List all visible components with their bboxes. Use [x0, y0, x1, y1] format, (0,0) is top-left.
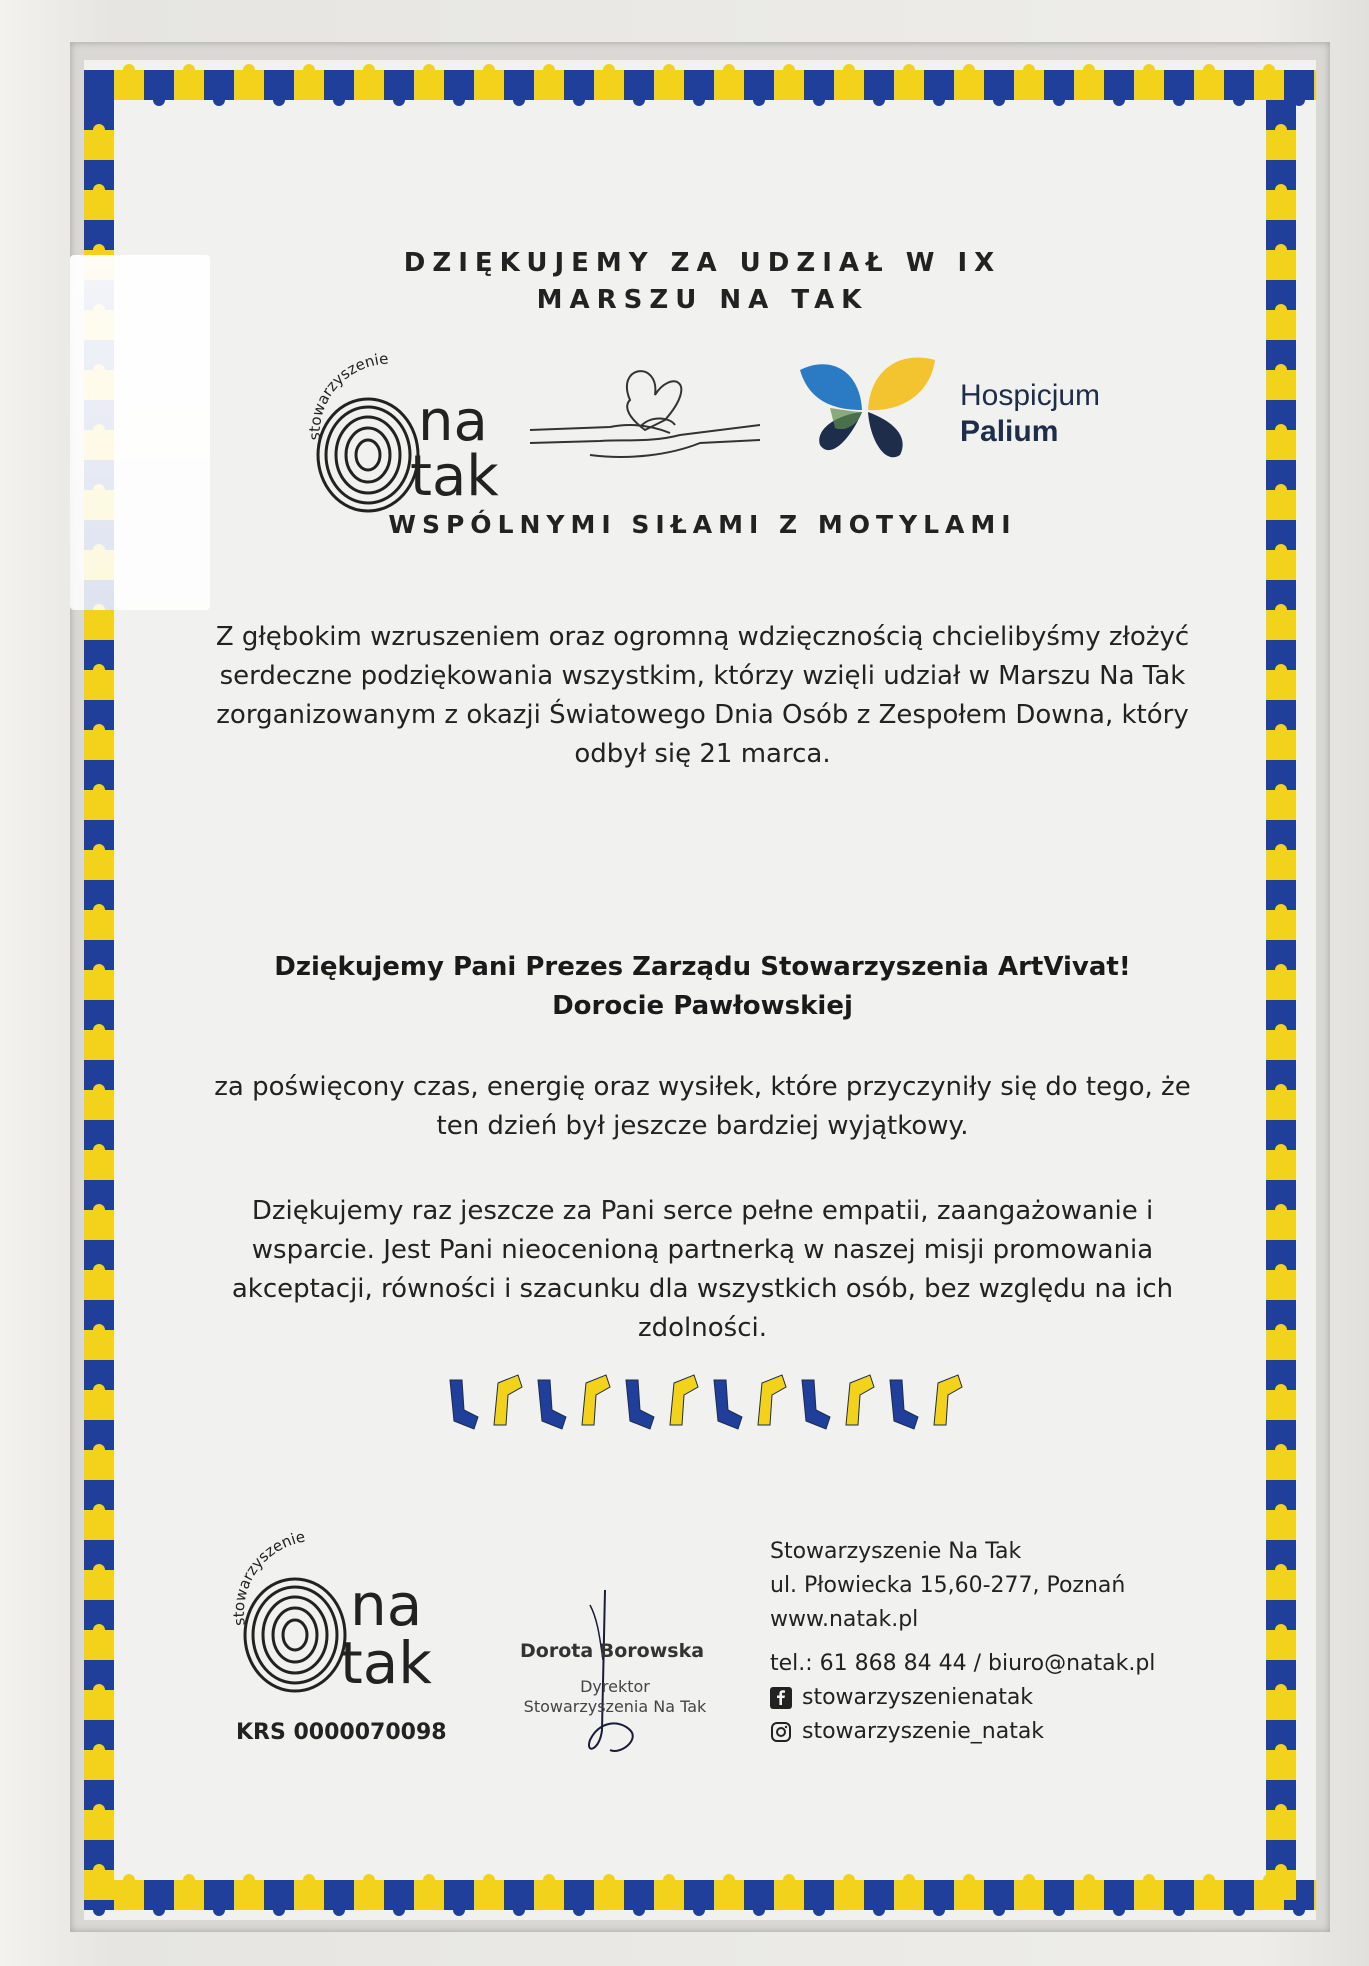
contact-org: Stowarzyszenie Na Tak	[770, 1539, 1022, 1564]
certificate-title	[150, 245, 1255, 319]
thanks-line-1: Dziękujemy Pani Prezes Zarządu Stowarzyszenia ArtVivat!	[274, 952, 1131, 982]
puzzle-knob	[933, 1904, 945, 1916]
footer-logo-word-na: na	[350, 1571, 423, 1639]
puzzle-knob	[93, 1204, 105, 1216]
puzzle-knob	[93, 784, 105, 796]
puzzle-knob	[1275, 1564, 1287, 1576]
puzzle-knob	[123, 64, 135, 76]
partner-name-line-2: Palium	[960, 415, 1059, 448]
puzzle-knob	[1275, 304, 1287, 316]
sock-icon	[802, 1380, 830, 1429]
puzzle-knob	[1275, 424, 1287, 436]
puzzle-knob	[1275, 484, 1287, 496]
puzzle-knob	[1143, 1874, 1155, 1886]
puzzle-knob	[903, 1874, 915, 1886]
puzzle-knob	[93, 1504, 105, 1516]
puzzle-knob	[633, 1904, 645, 1916]
puzzle-knob	[1275, 724, 1287, 736]
footer-logo-arc-text: stowarzyszenie	[230, 1527, 307, 1627]
puzzle-knob	[753, 1904, 765, 1916]
puzzle-knob	[93, 1744, 105, 1756]
puzzle-knob	[1263, 64, 1275, 76]
puzzle-knob	[543, 64, 555, 76]
sock-icon	[890, 1380, 918, 1429]
puzzle-knob	[663, 1874, 675, 1886]
puzzle-knob	[783, 64, 795, 76]
puzzle-knob	[1203, 64, 1215, 76]
fingerprint-icon	[318, 399, 418, 511]
puzzle-knob	[123, 1874, 135, 1886]
natak-logo-footer	[230, 1515, 460, 1715]
hands-heart-icon	[530, 355, 760, 475]
facebook-row	[770, 1681, 1230, 1715]
certificate-subtitle: WSPÓLNYMI SIŁAMI Z MOTYLAMI	[388, 510, 1017, 539]
puzzle-knob	[693, 1904, 705, 1916]
puzzle-knob	[1275, 964, 1287, 976]
puzzle-knob	[363, 64, 375, 76]
puzzle-knob	[1143, 64, 1155, 76]
puzzle-knob	[873, 1904, 885, 1916]
puzzle-knob	[93, 1384, 105, 1396]
contact-website: www.natak.pl	[770, 1607, 919, 1632]
puzzle-knob	[1275, 844, 1287, 856]
puzzle-knob	[1275, 184, 1287, 196]
puzzle-knob	[273, 1904, 285, 1916]
puzzle-knob	[1275, 1204, 1287, 1216]
signature-block	[510, 1580, 730, 1780]
puzzle-knob	[1275, 1264, 1287, 1276]
puzzle-knob	[483, 64, 495, 76]
sock-icon	[538, 1380, 566, 1429]
puzzle-knob	[1275, 664, 1287, 676]
puzzle-knob	[93, 1264, 105, 1276]
puzzle-knob	[453, 1904, 465, 1916]
puzzle-knob	[183, 64, 195, 76]
puzzle-knob	[303, 1874, 315, 1886]
puzzle-knob	[993, 1904, 1005, 1916]
puzzle-knob	[423, 1874, 435, 1886]
puzzle-knob	[1053, 1904, 1065, 1916]
puzzle-knob	[1275, 544, 1287, 556]
puzzle-knob	[843, 1874, 855, 1886]
puzzle-knob	[93, 844, 105, 856]
sock-icon	[582, 1375, 610, 1425]
footer-logo-word-tak: tak	[340, 1629, 432, 1697]
logo-word-na: na	[418, 389, 488, 454]
krs-number: KRS 0000070098	[236, 1720, 447, 1745]
puzzle-knob	[93, 724, 105, 736]
puzzle-knob	[93, 1564, 105, 1576]
puzzle-knob	[903, 64, 915, 76]
puzzle-knob	[243, 64, 255, 76]
sock-icon	[714, 1380, 742, 1429]
puzzle-knob	[1275, 1624, 1287, 1636]
puzzle-knob	[603, 1874, 615, 1886]
signatory-role-line-2: Stowarzyszenia Na Tak	[523, 1697, 707, 1716]
puzzle-knob	[663, 64, 675, 76]
puzzle-knob	[963, 64, 975, 76]
puzzle-knob	[93, 1684, 105, 1696]
puzzle-knob	[1275, 124, 1287, 136]
logo-word-tak: tak	[410, 444, 499, 509]
puzzle-piece	[1314, 70, 1316, 100]
sock-icon	[494, 1375, 522, 1425]
puzzle-knob	[1023, 1874, 1035, 1886]
sock-icon	[670, 1375, 698, 1425]
puzzle-knob	[783, 1874, 795, 1886]
puzzle-knob	[513, 1904, 525, 1916]
puzzle-knob	[93, 1444, 105, 1456]
facebook-handle: stowarzyszenienatak	[802, 1685, 1034, 1710]
puzzle-knob	[1173, 1904, 1185, 1916]
instagram-row	[770, 1715, 1230, 1749]
puzzle-knob	[1275, 1744, 1287, 1756]
puzzle-knob	[93, 1324, 105, 1336]
puzzle-piece	[1314, 1880, 1316, 1910]
puzzle-knob	[93, 124, 105, 136]
partner-logo	[790, 350, 1150, 470]
puzzle-knob	[93, 964, 105, 976]
contact-info	[770, 1535, 1230, 1749]
contact-address: ul. Płowiecka 15,60-277, Poznań	[770, 1573, 1126, 1598]
paragraph-intro: Z głębokim wzruszeniem oraz ogromną wdzięcznością chcielibyśmy złożyć serdeczne podziękowania wszystkim, którzy wzięli udział w Marszu Na Tak zorganizowanym z okazji Światowego Dnia Osób z Zespołem Downa, który odbył się 21 marca.	[215, 622, 1190, 769]
partner-name	[960, 378, 1100, 450]
puzzle-knob	[603, 64, 615, 76]
puzzle-knob	[183, 1874, 195, 1886]
recipient-name: Dorocie Pawłowskiej	[552, 991, 853, 1021]
puzzle-knob	[1233, 1904, 1245, 1916]
puzzle-knob	[93, 1144, 105, 1156]
puzzle-knob	[213, 1904, 225, 1916]
puzzle-knob	[1083, 1874, 1095, 1886]
glass-reflection	[70, 255, 210, 610]
fingerprint-icon	[245, 1579, 345, 1691]
puzzle-knob	[723, 1874, 735, 1886]
contact-phone-email: tel.: 61 868 84 44 / biuro@natak.pl	[770, 1651, 1156, 1676]
puzzle-knob	[93, 1804, 105, 1816]
signatory-role-line-1: Dyrektor	[580, 1677, 650, 1696]
puzzle-knob	[333, 1904, 345, 1916]
puzzle-knob	[1275, 904, 1287, 916]
puzzle-knob	[843, 64, 855, 76]
sock-icon	[626, 1380, 654, 1429]
puzzle-knob	[393, 1904, 405, 1916]
butterfly-icon	[790, 350, 940, 470]
sock-icon	[934, 1375, 962, 1425]
title-line-1: DZIĘKUJEMY ZA UDZIAŁ W IX	[403, 248, 1002, 278]
puzzle-knob	[1275, 1024, 1287, 1036]
certificate-content	[150, 100, 1255, 1800]
puzzle-knob	[1275, 1384, 1287, 1396]
puzzle-knob	[573, 1904, 585, 1916]
puzzle-knob	[93, 1904, 105, 1916]
puzzle-knob	[1275, 1144, 1287, 1156]
puzzle-knob	[1083, 64, 1095, 76]
puzzle-knob	[963, 1874, 975, 1886]
puzzle-knob	[93, 1024, 105, 1036]
puzzle-knob	[1275, 1864, 1287, 1876]
paragraph-gratitude: Dziękujemy raz jeszcze za Pani serce pełne empatii, zaangażowanie i wsparcie. Jest Pani nieocenioną partnerką w naszej misji promowania akceptacji, równości i szacunku dla wszystkich osób, bez względu na ich zdolności.	[231, 1196, 1174, 1343]
puzzle-knob	[93, 664, 105, 676]
puzzle-knob	[1275, 244, 1287, 256]
puzzle-knob	[93, 904, 105, 916]
puzzle-knob	[423, 64, 435, 76]
signatory-role	[510, 1677, 720, 1717]
logo-arc-text: stowarzyszenie	[305, 349, 390, 441]
instagram-icon	[770, 1721, 792, 1743]
puzzle-knob	[1293, 1904, 1305, 1916]
puzzle-knob	[93, 1084, 105, 1096]
puzzle-knob	[243, 1874, 255, 1886]
socks-decoration	[440, 1365, 980, 1445]
puzzle-knob	[1275, 364, 1287, 376]
puzzle-knob	[93, 1864, 105, 1876]
puzzle-knob	[543, 1874, 555, 1886]
puzzle-knob	[1275, 1804, 1287, 1816]
puzzle-knob	[1275, 1084, 1287, 1096]
signatory-name: Dorota Borowska	[520, 1640, 705, 1662]
puzzle-knob	[1113, 1904, 1125, 1916]
puzzle-knob	[1275, 1324, 1287, 1336]
puzzle-knob	[483, 1874, 495, 1886]
puzzle-knob	[93, 184, 105, 196]
puzzle-knob	[1275, 784, 1287, 796]
natak-logo	[300, 335, 520, 535]
sock-icon	[450, 1380, 478, 1429]
puzzle-knob	[303, 64, 315, 76]
sock-icon	[846, 1375, 874, 1425]
paragraph-effort: za poświęcony czas, energię oraz wysiłek, które przyczyniły się do tego, że ten dzień był jeszcze bardziej wyjątkowy.	[214, 1072, 1191, 1141]
partner-name-line-1: Hospicjum	[960, 379, 1101, 412]
puzzle-knob	[153, 1904, 165, 1916]
puzzle-knob	[1023, 64, 1035, 76]
title-line-2: MARSZU NA TAK	[536, 285, 869, 315]
puzzle-knob	[1275, 1444, 1287, 1456]
puzzle-knob	[1203, 1874, 1215, 1886]
puzzle-knob	[1275, 1684, 1287, 1696]
facebook-icon	[770, 1687, 792, 1709]
puzzle-knob	[813, 1904, 825, 1916]
puzzle-knob	[93, 1624, 105, 1636]
recipient-thanks	[150, 948, 1255, 1026]
puzzle-knob	[1275, 1504, 1287, 1516]
instagram-handle: stowarzyszenie_natak	[802, 1719, 1045, 1744]
puzzle-knob	[1275, 604, 1287, 616]
puzzle-knob	[363, 1874, 375, 1886]
puzzle-knob	[723, 64, 735, 76]
sock-icon	[758, 1375, 786, 1425]
